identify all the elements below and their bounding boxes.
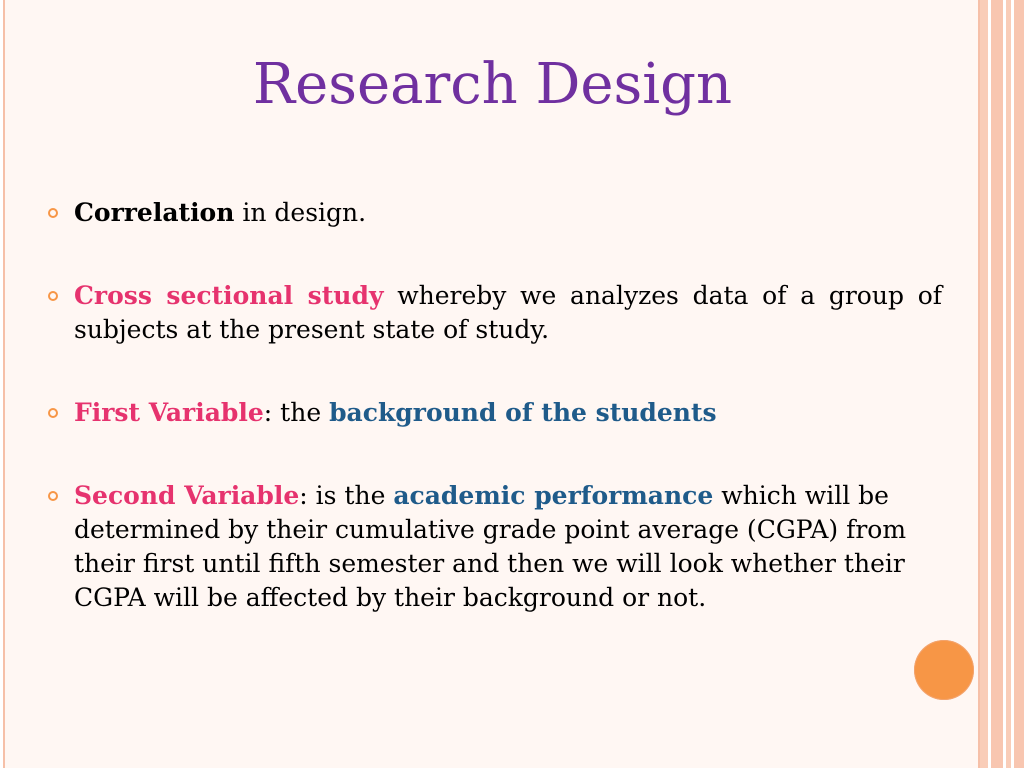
bullet-highlight-text: Second Variable — [74, 481, 300, 510]
stripe — [1014, 0, 1024, 768]
bullet-emphasis-text: background of the students — [329, 398, 717, 427]
bullet-second-variable — [48, 479, 942, 615]
bullet-highlight-text: First Variable — [74, 398, 264, 427]
slide-title: Research Design — [252, 52, 733, 117]
bullet-strong-text: Correlation — [74, 198, 235, 227]
stripe — [1006, 0, 1011, 768]
decorative-stripes — [980, 0, 1024, 768]
ring-bullet-icon — [48, 408, 58, 418]
ring-bullet-icon — [48, 291, 58, 301]
bullet-cross-sectional — [48, 279, 942, 347]
bullet-correlation — [48, 196, 942, 230]
bullet-text: which will be determined by their cumulative grade point average (CGPA) from their first until fifth semester and then we will look whether their CGPA will be affected by their background or not. — [74, 481, 907, 612]
ring-bullet-icon — [48, 208, 58, 218]
bullet-text: : is the — [299, 481, 394, 510]
ring-bullet-icon — [48, 491, 58, 501]
bullet-text: : the — [263, 398, 330, 427]
orange-circle-icon — [914, 640, 974, 700]
bullet-text: whereby we analyzes data of a group of subjects at the present state of study. — [74, 281, 943, 344]
bullet-first-variable — [48, 396, 942, 430]
bullet-emphasis-text: academic performance — [393, 481, 714, 510]
bullet-highlight-text: Cross sectional study — [74, 281, 384, 310]
bullet-list — [48, 196, 942, 615]
stripe — [991, 0, 1003, 768]
bullet-text: in design. — [234, 198, 367, 227]
